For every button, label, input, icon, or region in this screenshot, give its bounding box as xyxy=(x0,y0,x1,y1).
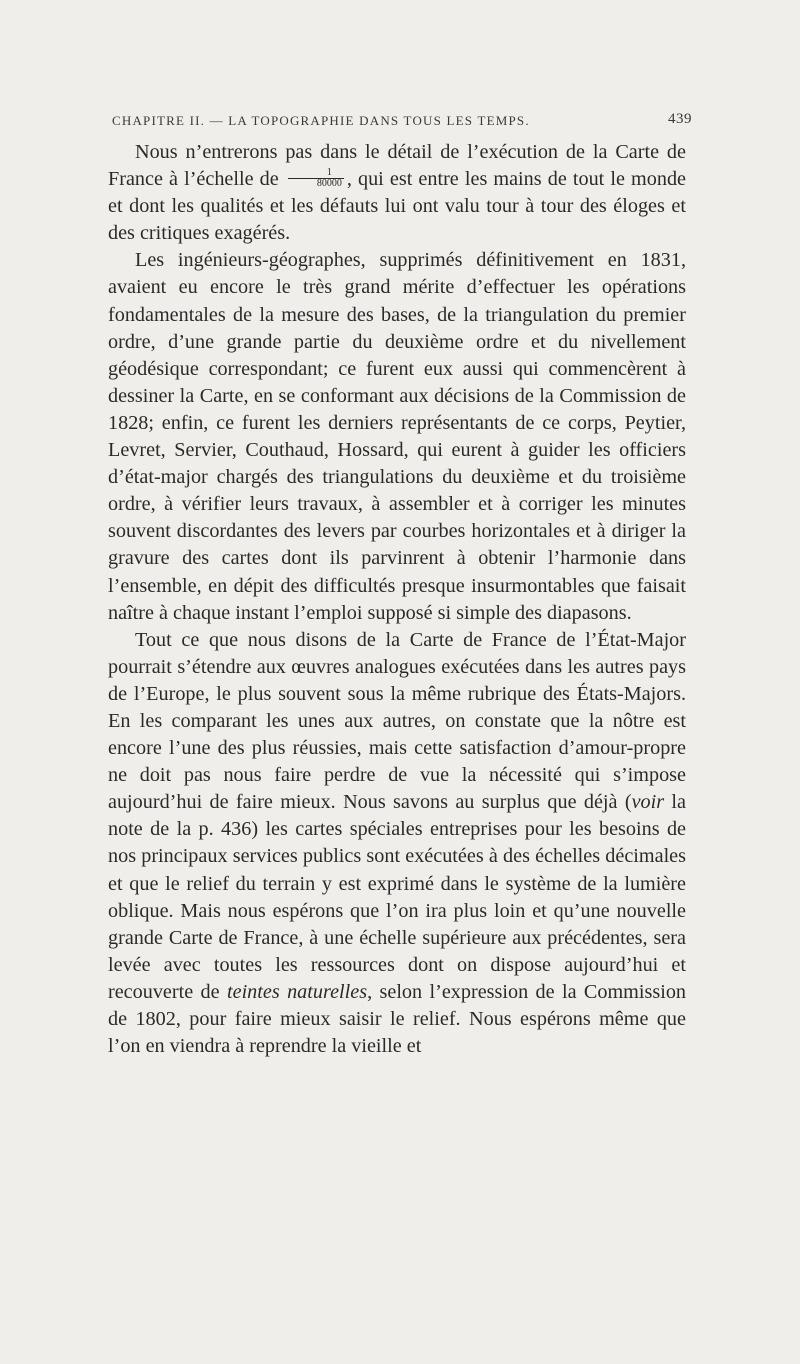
paragraph-1-text-a: Nous n’entrerons pas dans le détail de l’exécution de la Carte de France à l’échelle de xyxy=(108,141,686,191)
paragraph-1 xyxy=(108,139,686,247)
scale-fraction xyxy=(288,168,344,189)
paragraph-3 xyxy=(108,627,686,1061)
paragraph-1-text-b: , qui est entre les mains de tout le monde et dont les qualités et les défauts lui ont valu tour à tour des éloges et des critiques exagérés. xyxy=(108,168,687,245)
teintes-naturelles-italic: teintes naturelles xyxy=(227,980,368,1003)
chapter-title: CHAPITRE II. — LA TOPOGRAPHIE DANS TOUS LES TEMPS. xyxy=(112,113,530,128)
paragraph-3-text-a: Tout ce que nous disons de la Carte de France de l’État-Major pourrait s’étendre aux œuvres analogues exécutées dans les autres pays de l’Europe, le plus souvent sous la même rubrique des États-Majors. En les comparant les unes aux autres, on constate que la nôtre est encore l’une des plus réussies, mais cette satisfaction d’amour-propre ne doit pas nous faire perdre de vue la nécessité qui s’impose aujourd’hui de faire mieux. Nous savons au surplus que déjà ( xyxy=(108,628,686,814)
paragraph-3-text-c: , selon l’expression de la Commission de 1802, pour faire mieux saisir le relief. Nous espérons même que l’on en viendra à reprendre la vieille et xyxy=(108,980,687,1058)
paragraph-2: Les ingénieurs-géographes, supprimés définitivement en 1831, avaient eu encore le très grand mérite d’effectuer les opérations fondamentales de la mesure des bases, de la triangulation du premier ordre, d’une grande partie du deuxième ordre et du nivellement géodésique correspondant; ce furent eux aussi qui commencèrent à dessiner la Carte, en se conformant aux décisions de la Commission de 1828; enfin, ce furent les derniers représentants de ce corps, Peytier, Levret, Servier, Couthaud, Hossard, qui eurent à guider les officiers d’état-major chargés des triangulations du deuxième et du troisième ordre, à vérifier leurs travaux, à assembler et à corriger les minutes souvent discordantes des levers par courbes horizontales et à diriger la gravure des cartes dont ils parvinrent à obtenir l’harmonie dans l’ensemble, en dépit des difficultés presque insurmontables que faisait naître à chaque instant l’emploi supposé si simple des diapasons. xyxy=(108,249,686,624)
page-number: 439 xyxy=(668,111,692,127)
fraction-denominator: 80000 xyxy=(316,177,342,189)
fraction-numerator: 1 xyxy=(288,168,344,179)
body-text xyxy=(108,139,686,1060)
running-header xyxy=(112,113,692,133)
paragraph-3-text-b: la note de la p. 436) les cartes spéciales entreprises pour les besoins de nos principaux services publics sont exécutées à des échelles décimales et que le relief du terrain y est exprimé dans le système de la lumière oblique. Mais nous espérons que l’on ira plus loin et qu’une nouvelle grande Carte de France, à une échelle supérieure aux précédentes, sera levée avec toutes les ressources dont on dispose aujourd’hui et recouverte de xyxy=(108,791,687,1003)
voir-italic: voir xyxy=(631,791,665,814)
